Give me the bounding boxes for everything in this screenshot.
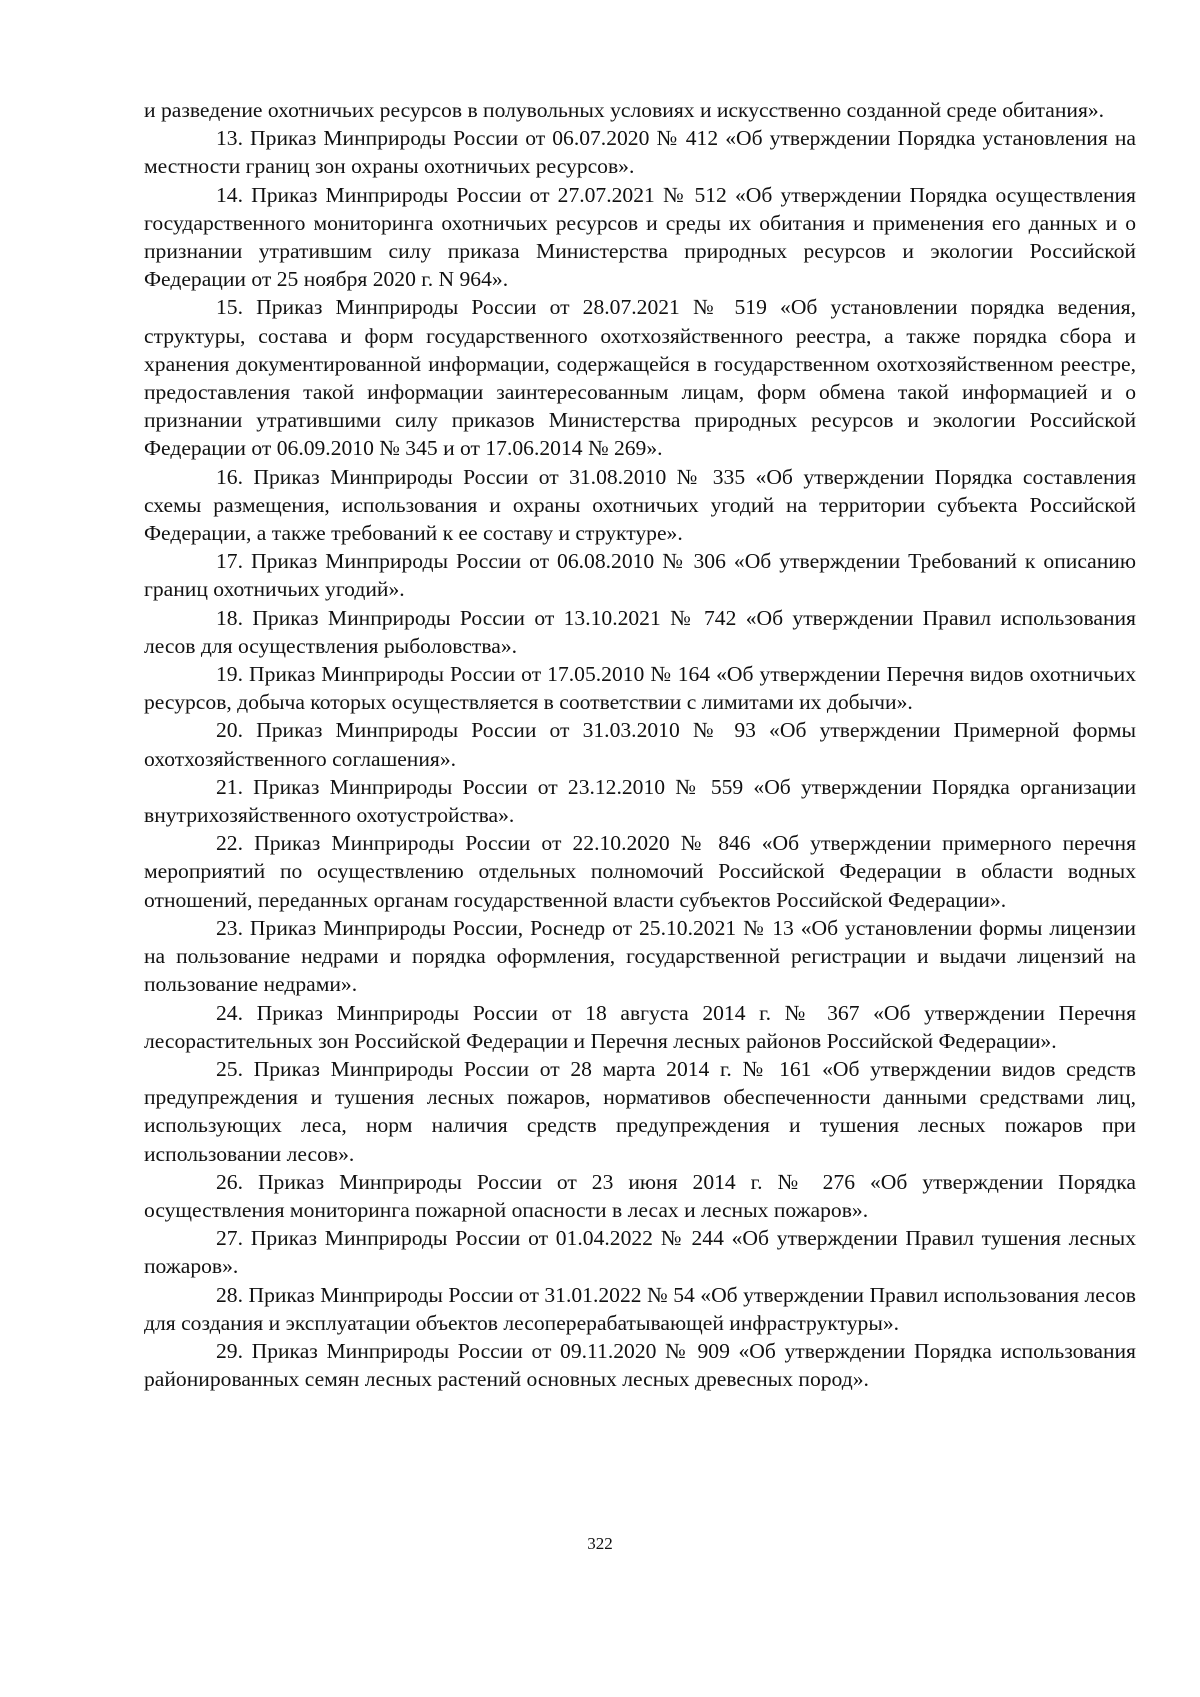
list-item-21: 21. Приказ Минприроды России от 23.12.2010 № 559 «Об утверждении Порядка организации внутрихозяйственного охотустройства». <box>144 774 1136 828</box>
list-item-17: 17. Приказ Минприроды России от 06.08.2010 № 306 «Об утверждении Требований к описанию границ охотничьих угодий». <box>144 549 1136 602</box>
list-item-16: 16. Приказ Минприроды России от 31.08.2010 № 335 «Об утверждении Порядка составления схемы размещения, использования и охраны охотничьих угодий на территории субъекта Российской Федерации, а также требований к ее составу и структуре». <box>144 464 1136 546</box>
list-item-14: 14. Приказ Минприроды России от 27.07.2021 № 512 «Об утверждении Порядка осуществления государственного мониторинга охотничьих ресурсов и среды их обитания и применения его данных и о признании утратившим силу приказа Министерства природных ресурсов и экологии Российской Федерации от 25 ноября 2020 г. N 964». <box>144 182 1136 292</box>
document-body <box>144 96 1136 1393</box>
list-item-24: 24. Приказ Минприроды России от 18 августа 2014 г. № 367 «Об утверждении Перечня лесорастительных зон Российской Федерации и Перечня лесных районов Российской Федерации». <box>144 1000 1136 1053</box>
list-item-19: 19. Приказ Минприроды России от 17.05.2010 № 164 «Об утверждении Перечня видов охотничьих ресурсов, добыча которых осуществляется в соответствии с лимитами их добычи». <box>144 662 1136 715</box>
list-item-25: 25. Приказ Минприроды России от 28 марта 2014 г. № 161 «Об утверждении видов средств предупреждения и тушения лесных пожаров, нормативов обеспеченности данными средствами лиц, использующих леса, норм наличия средств предупреждения и тушения лесных пожаров при использовании лесов». <box>144 1056 1136 1166</box>
list-item-18: 18. Приказ Минприроды России от 13.10.2021 № 742 «Об утверждении Правил использования лесов для осуществления рыболовства». <box>144 605 1136 658</box>
page-number: 322 <box>587 1534 613 1553</box>
list-item-29: 29. Приказ Минприроды России от 09.11.2020 № 909 «Об утверждении Порядка использования районированных семян лесных растений основных лесных древесных пород». <box>144 1338 1136 1392</box>
list-item-13: 13. Приказ Минприроды России от 06.07.2020 № 412 «Об утверждении Порядка установления на местности границ зон охраны охотничьих ресурсов». <box>144 126 1136 179</box>
list-item-26: 26. Приказ Минприроды России от 23 июня 2014 г. № 276 «Об утверждении Порядка осуществления мониторинга пожарной опасности в лесах и лесных пожаров». <box>144 1169 1136 1222</box>
list-item-27: 27. Приказ Минприроды России от 01.04.2022 № 244 «Об утверждении Правил тушения лесных пожаров». <box>144 1226 1136 1279</box>
list-item-22: 22. Приказ Минприроды России от 22.10.2020 № 846 «Об утверждении примерного перечня мероприятий по осуществлению отдельных полномочий Российской Федерации в области водных отношений, переданных органам государственной власти субъектов Российской Федерации». <box>144 831 1136 912</box>
list-item-23: 23. Приказ Минприроды России, Роснедр от 25.10.2021 № 13 «Об установлении формы лицензии на пользование недрами и порядка оформления, государственной регистрации и выдачи лицензий на пользование недрами». <box>144 915 1136 997</box>
list-item-20: 20. Приказ Минприроды России от 31.03.2010 № 93 «Об утверждении Примерной формы охотхозяйственного соглашения». <box>144 718 1136 771</box>
continuation-paragraph: и разведение охотничьих ресурсов в полувольных условиях и искусственно созданной среде обитания». <box>144 98 1105 122</box>
list-item-15: 15. Приказ Минприроды России от 28.07.2021 № 519 «Об установлении порядка ведения, структуры, состава и форм государственного охотхозяйственного реестра, а также порядка сбора и хранения документированной информации, содержащейся в государственном охотхозяйственном реестре, предоставления такой информации заинтересованным лицам, форм обмена такой информацией и о признании утратившими силу приказов Министерства природных ресурсов и экологии Российской Федерации от 06.09.2010 № 345 и от 17.06.2014 № 269». <box>144 295 1136 461</box>
list-item-28: 28. Приказ Минприроды России от 31.01.2022 № 54 «Об утверждении Правил использования лесов для создания и эксплуатации объектов лесоперерабатывающей инфраструктуры». <box>144 1282 1136 1335</box>
